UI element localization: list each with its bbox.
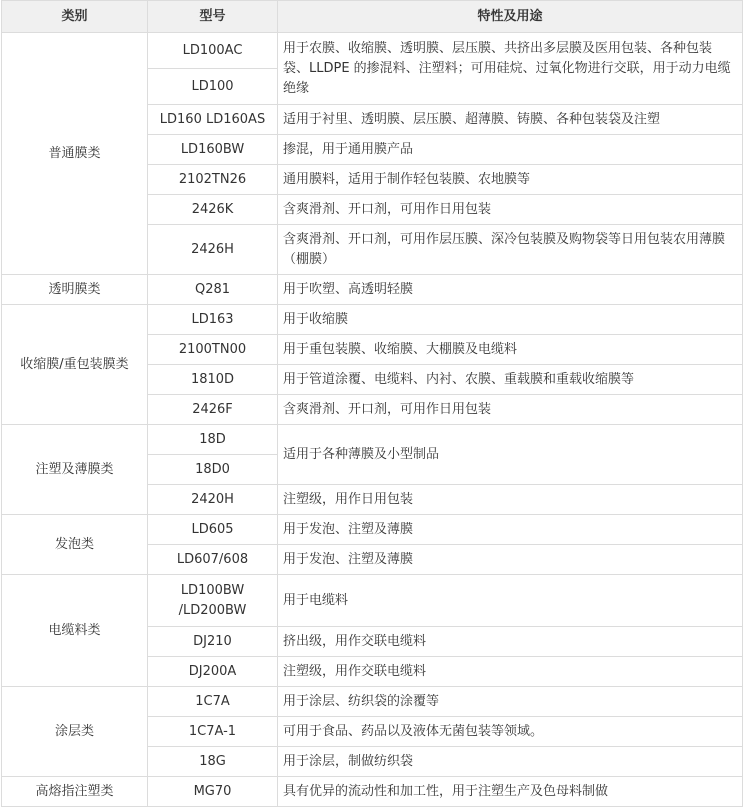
description-cell: 注塑级，用作交联电缆料 (278, 657, 743, 687)
product-spec-table (1, 0, 743, 807)
model-cell: LD160BW (148, 135, 278, 165)
model-cell: 2420H (148, 485, 278, 515)
model-cell: 18D0 (148, 455, 278, 485)
table-row (2, 33, 743, 69)
description-cell: 用于涂层，制做纺织袋 (278, 747, 743, 777)
description-cell: 用于发泡、注塑及薄膜 (278, 545, 743, 575)
description-cell: 含爽滑剂、开口剂，可用作层压膜、深冷包装膜及购物袋等日用包装农用薄膜（棚膜） (278, 225, 743, 275)
model-cell: DJ200A (148, 657, 278, 687)
description-cell: 用于收缩膜 (278, 305, 743, 335)
description-cell: 掺混，用于通用膜产品 (278, 135, 743, 165)
category-cell: 涂层类 (2, 687, 148, 777)
description-cell: 可用于食品、药品以及液体无菌包装等领域。 (278, 717, 743, 747)
description-cell: 适用于衬里、透明膜、层压膜、超薄膜、铸膜、各种包装袋及注塑 (278, 105, 743, 135)
table-row (2, 777, 743, 807)
description-cell: 具有优异的流动性和加工性，用于注塑生产及色母料制做 (278, 777, 743, 807)
description-cell: 用于涂层、纺织袋的涂覆等 (278, 687, 743, 717)
description-cell: 含爽滑剂、开口剂，可用作日用包装 (278, 395, 743, 425)
category-cell: 收缩膜/重包装膜类 (2, 305, 148, 425)
model-cell: DJ210 (148, 627, 278, 657)
model-cell: 2426H (148, 225, 278, 275)
model-cell: LD160 LD160AS (148, 105, 278, 135)
description-cell: 用于电缆料 (278, 575, 743, 627)
table-row (2, 515, 743, 545)
category-cell: 电缆料类 (2, 575, 148, 687)
category-cell: 高熔指注塑类 (2, 777, 148, 807)
header-model: 型号 (148, 1, 278, 33)
model-cell: LD163 (148, 305, 278, 335)
category-cell: 注塑及薄膜类 (2, 425, 148, 515)
description-cell: 挤出级，用作交联电缆料 (278, 627, 743, 657)
description-cell: 用于农膜、收缩膜、透明膜、层压膜、共挤出多层膜及医用包装、各种包装袋、LLDPE 的掺混料、注塑料；可用硅烷、过氧化物进行交联，用于动力电缆绝缘 (278, 33, 743, 105)
description-cell: 用于管道涂覆、电缆料、内衬、农膜、重载膜和重载收缩膜等 (278, 365, 743, 395)
header-features: 特性及用途 (278, 1, 743, 33)
model-cell: 2426F (148, 395, 278, 425)
description-cell: 用于吹塑、高透明轻膜 (278, 275, 743, 305)
description-cell: 含爽滑剂、开口剂，可用作日用包装 (278, 195, 743, 225)
description-cell: 注塑级，用作日用包装 (278, 485, 743, 515)
category-cell: 发泡类 (2, 515, 148, 575)
model-cell: MG70 (148, 777, 278, 807)
category-cell: 普通膜类 (2, 33, 148, 275)
description-cell: 适用于各种薄膜及小型制品 (278, 425, 743, 485)
table-row (2, 575, 743, 627)
model-cell: 1810D (148, 365, 278, 395)
header-row (2, 1, 743, 33)
description-cell: 用于发泡、注塑及薄膜 (278, 515, 743, 545)
table-row (2, 687, 743, 717)
description-cell: 通用膜料，适用于制作轻包装膜、农地膜等 (278, 165, 743, 195)
model-cell: LD100AC (148, 33, 278, 69)
model-cell: 18D (148, 425, 278, 455)
model-cell: 2100TN00 (148, 335, 278, 365)
header-category: 类别 (2, 1, 148, 33)
model-cell: 18G (148, 747, 278, 777)
table-row (2, 275, 743, 305)
table-row (2, 305, 743, 335)
model-cell: 1C7A-1 (148, 717, 278, 747)
description-cell: 用于重包装膜、收缩膜、大棚膜及电缆料 (278, 335, 743, 365)
model-cell: 1C7A (148, 687, 278, 717)
category-cell: 透明膜类 (2, 275, 148, 305)
model-cell: 2426K (148, 195, 278, 225)
model-cell: 2102TN26 (148, 165, 278, 195)
model-cell: Q281 (148, 275, 278, 305)
model-cell: LD605 (148, 515, 278, 545)
model-cell: LD100 (148, 69, 278, 105)
table-row (2, 425, 743, 455)
model-cell: LD607/608 (148, 545, 278, 575)
model-cell: LD100BW /LD200BW (148, 575, 278, 627)
